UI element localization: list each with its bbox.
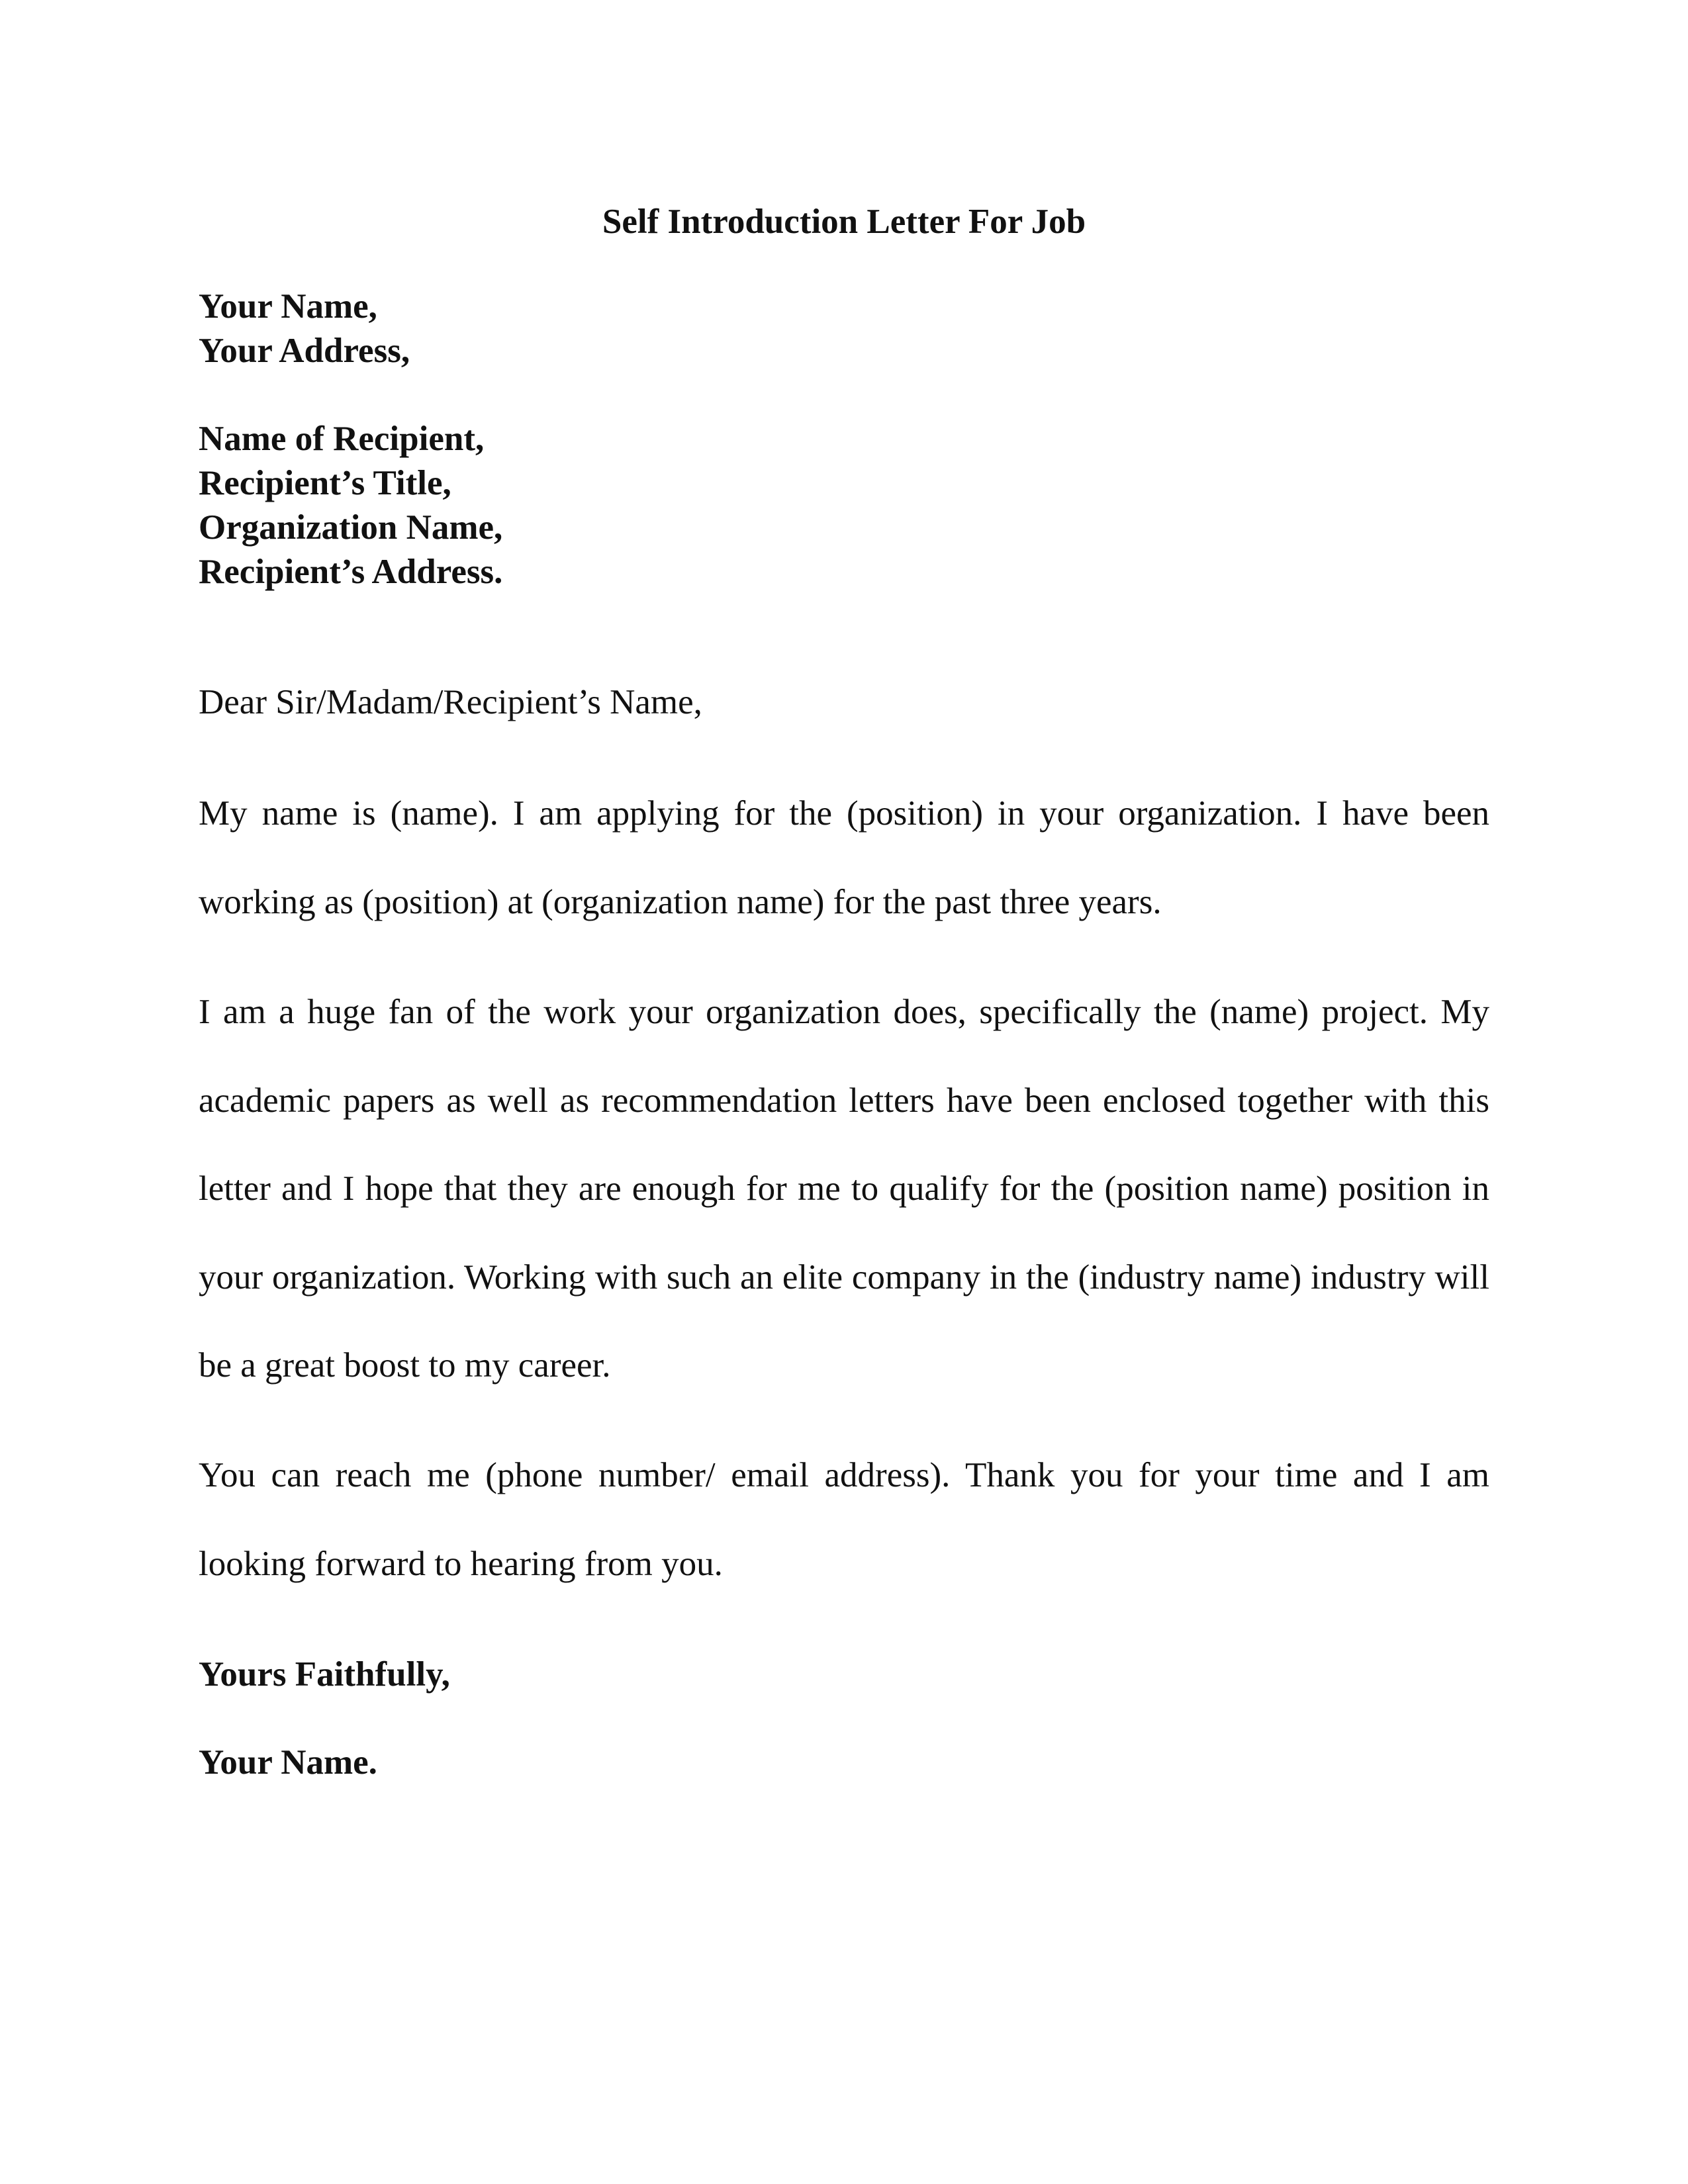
recipient-title: Recipient’s Title, xyxy=(199,464,451,502)
recipient-block xyxy=(199,417,1489,594)
paragraph-intro: My name is (name). I am applying for the (position) in your organization. I have been working as (position) at (organization name) for the past three years. xyxy=(199,794,1489,921)
signature: Your Name. xyxy=(199,1743,377,1782)
sender-block xyxy=(199,285,1489,373)
closing: Yours Faithfully, xyxy=(199,1655,450,1694)
sender-name: Your Name, xyxy=(199,287,377,326)
salutation: Dear Sir/Madam/Recipient’s Name, xyxy=(199,683,702,721)
paragraph-contact: You can reach me (phone number/ email address). Thank you for your time and I am looking forward to hearing from you. xyxy=(199,1456,1489,1583)
sender-address: Your Address, xyxy=(199,332,410,370)
paragraph-body: I am a huge fan of the work your organization does, specifically the (name) project. My academic papers as well as recommendation letters have been enclosed together with this letter and I hope that they are enough for me to qualify for the (position name) position in your organization. Working with such an elite company in the (industry name) industry will be a great boost to my career. xyxy=(199,993,1489,1385)
document-title: Self Introduction Letter For Job xyxy=(602,203,1086,241)
recipient-address: Recipient’s Address. xyxy=(199,553,503,591)
recipient-name: Name of Recipient, xyxy=(199,420,485,458)
recipient-organization: Organization Name, xyxy=(199,508,503,547)
